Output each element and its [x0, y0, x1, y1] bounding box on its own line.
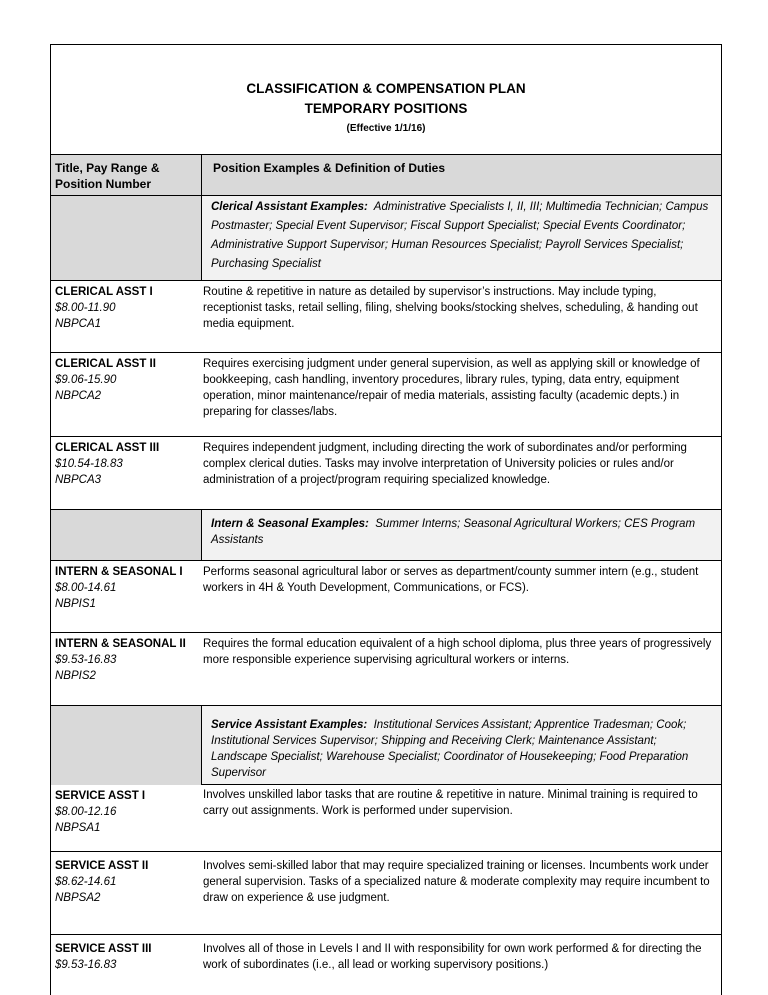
pay-range: $8.00-11.90	[55, 302, 116, 314]
position-description: Routine & repetitive in nature as detailed by supervisor’s instructions. May include typing, receptionist tasks, retail selling, filing, shelving books/stocking shelves, scheduling, & handing out media equipment.	[203, 286, 698, 330]
position-description: Involves unskilled labor tasks that are routine & repetitive in nature. Minimal training is required to carry out assignments. Work is performed under supervision.	[203, 789, 698, 817]
position-number: NBPSA2	[55, 892, 101, 904]
position-info	[55, 858, 199, 906]
table-row	[51, 561, 721, 633]
table-row	[51, 852, 721, 935]
position-description: Involves semi-skilled labor that may require specialized training or licenses. Incumbents work under general supervision. Tasks of a specialized nature & moderate complexity may require incumbent to draw on experience & use judgment.	[203, 860, 710, 904]
position-number: NBPCA1	[55, 318, 102, 330]
table-row	[51, 437, 721, 510]
document-subtitle: TEMPORARY POSITIONS	[304, 101, 468, 116]
pay-range: $8.00-14.61	[55, 582, 117, 594]
position-info	[55, 284, 199, 332]
examples-list: Summer Interns; Seasonal Agricultural Workers; CES Program Assistants	[211, 518, 696, 546]
title-block	[51, 45, 721, 155]
examples-right-cell	[202, 196, 721, 280]
examples-label: Service Assistant Examples:	[211, 719, 368, 731]
position-title: CLERICAL ASST III	[55, 442, 160, 454]
position-number: NBPSA1	[55, 822, 101, 834]
position-title: CLERICAL ASST II	[55, 358, 156, 370]
pay-range: $9.06-15.90	[55, 374, 117, 386]
pay-range: $9.53-16.83	[55, 654, 117, 666]
pay-range: $10.54-18.83	[55, 458, 123, 470]
effective-date: (Effective 1/1/16)	[346, 123, 426, 134]
table-header-row	[51, 155, 721, 196]
pay-range: $8.00-12.16	[55, 806, 117, 818]
examples-label: Intern & Seasonal Examples:	[211, 518, 369, 530]
examples-row-service	[51, 706, 721, 785]
column-divider	[201, 155, 202, 195]
examples-text	[211, 717, 713, 781]
position-description: Involves all of those in Levels I and II with responsibility for own work performed & for directing the work of subordinates (i.e., all lead or working supervisory positions.)	[203, 943, 702, 971]
examples-list: Administrative Specialists I, II, III; Multimedia Technician; Campus Postmaster; Special Event Supervisor; Fiscal Support Specialist; Special Events Coordinator; Administrative Support Supervisor; Human Resources Specialist; Payroll Services Specialist; Purchasing Specialist	[211, 201, 709, 270]
examples-row-intern	[51, 510, 721, 561]
position-title: SERVICE ASST I	[55, 790, 146, 802]
position-description: Requires independent judgment, including directing the work of subordinates and/or performing complex clerical duties. Tasks may involve interpretation of University policies or rules and/or administration of a project/program requiring specialized knowledge.	[203, 442, 687, 486]
table-row	[51, 633, 721, 706]
examples-list: Institutional Services Assistant; Apprentice Tradesman; Cook; Institutional Services Supervisor; Shipping and Receiving Clerk; Maintenance Assistant; Landscape Specialist; Warehouse Specialist; Coordinator of Housekeeping; Food Preparation Supervisor	[211, 719, 689, 779]
position-info	[55, 636, 199, 684]
position-description: Performs seasonal agricultural labor or serves as department/county summer intern (e.g., student workers in 4H & Youth Development, Communications, or FCS).	[203, 566, 699, 594]
position-info	[55, 941, 199, 973]
examples-text	[211, 516, 713, 548]
position-description: Requires exercising judgment under general supervision, as well as applying skill or knowledge of bookkeeping, cash handling, inventory procedures, library rules, typing, data entry, equipment operation, minor maintenance/repair of media materials, assisting faculty (academic depts.) in preparing for classes/labs.	[203, 358, 700, 418]
table-row	[51, 281, 721, 353]
examples-label: Clerical Assistant Examples:	[211, 201, 368, 213]
position-title: INTERN & SEASONAL II	[55, 638, 186, 650]
position-info	[55, 788, 199, 836]
document-page	[50, 44, 722, 995]
position-number: NBPIS1	[55, 598, 96, 610]
table-row	[51, 353, 721, 437]
pay-range: $9.53-16.83	[55, 959, 117, 971]
position-number: NBPIS2	[55, 670, 96, 682]
position-title: INTERN & SEASONAL I	[55, 566, 183, 578]
examples-left-cell	[51, 196, 201, 280]
position-title: SERVICE ASST II	[55, 860, 149, 872]
examples-row-clerical	[51, 196, 721, 281]
examples-right-cell	[202, 706, 721, 785]
examples-text	[211, 198, 713, 274]
position-number: NBPCA3	[55, 474, 102, 486]
table-row	[51, 935, 721, 995]
column-header-duties: Position Examples & Definition of Duties	[213, 161, 446, 175]
position-description: Requires the formal education equivalent of a high school diploma, plus three years of progressively more responsible experience supervising agricultural workers or interns.	[203, 638, 712, 666]
position-title: CLERICAL ASST I	[55, 286, 153, 298]
position-info	[55, 356, 199, 404]
position-info	[55, 564, 199, 612]
column-header-title: Title, Pay Range & Position Number	[55, 161, 160, 191]
document-title: CLASSIFICATION & COMPENSATION PLAN	[246, 81, 526, 96]
position-title: SERVICE ASST III	[55, 943, 152, 955]
examples-left-cell	[51, 510, 201, 560]
examples-left-cell	[51, 706, 201, 785]
position-number: NBPCA2	[55, 390, 102, 402]
table-row	[51, 785, 721, 852]
examples-right-cell	[202, 510, 721, 560]
pay-range: $8.62-14.61	[55, 876, 117, 888]
position-info	[55, 440, 199, 488]
